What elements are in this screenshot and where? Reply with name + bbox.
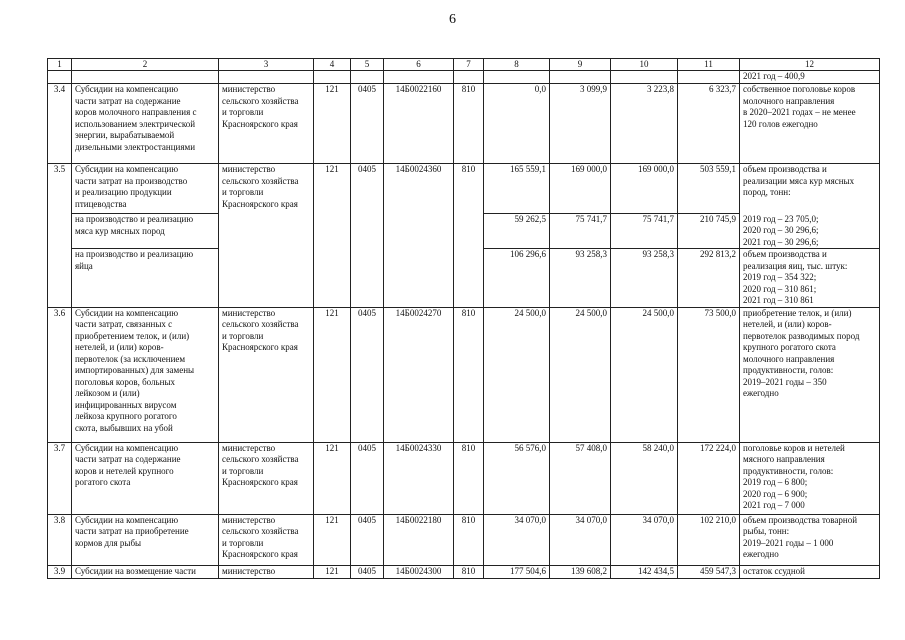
expected-result-line: ежегодно [743, 549, 779, 559]
subsidy-table [47, 58, 880, 579]
measure-name-line: на производство и реализацию [75, 214, 194, 224]
expected-result-line: 120 голов ежегодно [743, 118, 818, 129]
code-csr: 14Б0024360 [384, 164, 454, 308]
measure-name-line: лейкоза крупного рогатого [75, 411, 177, 421]
measure-name [72, 164, 219, 214]
col-header-11: 11 [678, 59, 740, 71]
expected-result-line: 2021 год – 30 296,6; [743, 236, 819, 247]
executor-org-line: Красноярского края [222, 118, 298, 129]
measure-name-line: птицеводства [75, 198, 127, 209]
col-header-1: 1 [48, 59, 72, 71]
amount-2021: 58 240,0 [611, 442, 678, 514]
expected-result-line: объем производства и [743, 164, 827, 174]
measure-name-line: скота, выбывших на убой [75, 422, 173, 433]
measure-name-line: первотелок (за исключением [75, 353, 186, 364]
executor-org-line: Красноярского края [222, 549, 298, 559]
amount-2020: 24 500,0 [550, 307, 611, 442]
expected-result [740, 164, 880, 214]
executor-org-line: и торговли [222, 330, 264, 341]
executor-org [219, 307, 314, 442]
measure-name-line: на производство и реализацию [75, 249, 194, 259]
expected-result-line: молочного направления [743, 353, 835, 364]
col-header-7: 7 [454, 59, 484, 71]
executor-org [219, 442, 314, 514]
table-row [48, 164, 880, 214]
expected-result-line: реализация яиц, тыс. штук: [743, 260, 848, 271]
measure-name-line: лейкозом и (или) [75, 388, 140, 398]
executor-org-line: и торговли [222, 187, 264, 197]
col-header-12: 12 [740, 59, 880, 71]
expected-result-line: 2021 год – 7 000 [743, 500, 805, 510]
executor-org-line: министерство [222, 84, 276, 94]
executor-org [219, 565, 314, 578]
code-rzpr: 0405 [351, 307, 384, 442]
amount-2020: 34 070,0 [550, 514, 611, 565]
measure-name-line: нетелей, и (или) коров- [75, 342, 164, 352]
executor-org-line: министерство [222, 514, 276, 525]
measure-name-line: Субсидии на возмещение части [75, 565, 196, 576]
measure-name [72, 84, 219, 164]
expected-result-line: приобретение телок, и (или) [743, 307, 852, 318]
measure-name-line: импортированных) для замены [75, 365, 195, 375]
expected-result-line: ежегодно [743, 388, 779, 398]
measure-name-line: и реализацию продукции [75, 187, 172, 197]
executor-org-line: Красноярского края [222, 477, 298, 487]
amount-2021: 142 434,5 [611, 565, 678, 578]
executor-org-line: сельского хозяйства [222, 319, 299, 329]
row-number: 3.6 [48, 307, 72, 442]
col-header-5: 5 [351, 59, 384, 71]
col-header-9: 9 [550, 59, 611, 71]
measure-name-line: поголовья коров, больных [75, 376, 175, 387]
amount-2021: 75 741,7 [611, 214, 678, 249]
amount-total: 210 745,9 [678, 214, 740, 249]
col-header-8: 8 [484, 59, 550, 71]
executor-org-line: сельского хозяйства [222, 526, 299, 536]
measure-name-line: рогатого скота [75, 477, 131, 487]
expected-result-line: крупного рогатого скота [743, 342, 836, 352]
page-number: 6 [449, 12, 456, 27]
measure-name [72, 565, 219, 578]
amount-2019: 106 296,6 [484, 249, 550, 308]
code-grbs: 121 [314, 565, 351, 578]
measure-name-line: Субсидии на компенсацию [75, 514, 179, 525]
code-grbs: 121 [314, 514, 351, 565]
expected-result-line: остаток ссудной [743, 565, 805, 576]
code-vr: 810 [454, 84, 484, 164]
code-csr: 14Б0024270 [384, 307, 454, 442]
code-rzpr: 0405 [351, 164, 384, 308]
amount-2021: 3 223,8 [611, 84, 678, 164]
table-row [48, 84, 880, 164]
measure-name-line: яйца [75, 260, 93, 271]
amount-total: 6 323,7 [678, 84, 740, 164]
expected-result [740, 442, 880, 514]
amount-2021: 169 000,0 [611, 164, 678, 214]
expected-result-line: собственное поголовье коров [743, 84, 856, 94]
code-csr: 14Б0022160 [384, 84, 454, 164]
executor-org-line: Красноярского края [222, 198, 298, 209]
expected-result-line: 2021 год – 310 861 [743, 295, 814, 305]
expected-result [740, 514, 880, 565]
expected-result-line: мясного направления [743, 454, 825, 464]
measure-name-line: дизельными электростанциями [75, 141, 196, 152]
executor-org-line: министерство [222, 164, 276, 174]
measure-name [72, 514, 219, 565]
expected-result [740, 214, 880, 249]
expected-result-line: 2020 год – 310 861; [743, 283, 817, 294]
row-number: 3.5 [48, 164, 72, 308]
expected-result-line: рыбы, тонн: [743, 526, 790, 536]
code-grbs: 121 [314, 84, 351, 164]
code-rzpr: 0405 [351, 84, 384, 164]
measure-name-line: приобретением телок, и (или) [75, 330, 190, 341]
executor-org-line: Красноярского края [222, 342, 298, 352]
table-row [48, 307, 880, 442]
col-header-3: 3 [219, 59, 314, 71]
expected-result-line: пород, тонн: [743, 187, 791, 197]
measure-name-line: энергии, вырабатываемой [75, 130, 175, 140]
amount-2021: 24 500,0 [611, 307, 678, 442]
row-number: 3.4 [48, 84, 72, 164]
measure-name-line: Субсидии на компенсацию [75, 307, 179, 318]
amount-2021: 93 258,3 [611, 249, 678, 308]
code-rzpr: 0405 [351, 565, 384, 578]
carry-over-row [48, 71, 880, 84]
table-row [48, 514, 880, 565]
measure-name [72, 214, 219, 249]
executor-org-line: и торговли [222, 537, 264, 548]
measure-name-line: Субсидии на компенсацию [75, 164, 179, 174]
carry-over-text: 2021 год – 400,9 [740, 71, 880, 84]
code-vr: 810 [454, 307, 484, 442]
measure-name-line: части затрат на содержание [75, 95, 181, 106]
code-grbs: 121 [314, 442, 351, 514]
expected-result-line: 2019–2021 годы – 1 000 [743, 537, 834, 548]
executor-org-line: министерство [222, 442, 276, 453]
expected-result-line: 2019 год – 23 705,0; [743, 213, 819, 224]
measure-name-line: коров и нетелей крупного [75, 465, 174, 476]
amount-total: 73 500,0 [678, 307, 740, 442]
table-row [48, 565, 880, 578]
executor-org-line: сельского хозяйства [222, 454, 299, 464]
measure-name-line: части затрат на производство [75, 175, 188, 186]
measure-name-line: коров молочного направления с [75, 107, 197, 117]
executor-org [219, 84, 314, 164]
executor-org-line: министерство [222, 307, 276, 318]
code-rzpr: 0405 [351, 442, 384, 514]
expected-result-line: 2019 год – 354 322; [743, 272, 817, 282]
row-number: 3.7 [48, 442, 72, 514]
amount-2020: 3 099,9 [550, 84, 611, 164]
expected-result-line: 2019 год – 6 800; [743, 477, 808, 487]
executor-org-line: сельского хозяйства [222, 175, 299, 186]
amount-total: 292 813,2 [678, 249, 740, 308]
col-header-6: 6 [384, 59, 454, 71]
expected-result [740, 249, 880, 308]
amount-total: 102 210,0 [678, 514, 740, 565]
amount-2019: 165 559,1 [484, 164, 550, 214]
expected-result-line: нетелей, и (или) коров- [743, 319, 832, 329]
code-grbs: 121 [314, 164, 351, 308]
col-header-10: 10 [611, 59, 678, 71]
code-vr: 810 [454, 514, 484, 565]
code-csr: 14Б0024330 [384, 442, 454, 514]
table-row [48, 442, 880, 514]
col-header-4: 4 [314, 59, 351, 71]
amount-2020: 169 000,0 [550, 164, 611, 214]
code-csr: 14Б0024300 [384, 565, 454, 578]
measure-name [72, 307, 219, 442]
expected-result-line: объем производства товарной [743, 514, 858, 525]
amount-2020: 75 741,7 [550, 214, 611, 249]
measure-name-line: инфицированных вирусом [75, 399, 177, 410]
row-number: 3.9 [48, 565, 72, 578]
executor-org [219, 164, 314, 308]
measure-name-line: части затрат, связанных с [75, 319, 173, 329]
code-vr: 810 [454, 565, 484, 578]
expected-result-line: в 2020–2021 годах – не менее [743, 107, 856, 117]
measure-name-line: части затрат на содержание [75, 454, 181, 464]
executor-org-line: и торговли [222, 465, 264, 476]
expected-result-line: 2020 год – 6 900; [743, 488, 808, 499]
measure-name-line: использованием электрической [75, 118, 196, 129]
expected-result [740, 565, 880, 578]
code-grbs: 121 [314, 307, 351, 442]
code-vr: 810 [454, 442, 484, 514]
code-rzpr: 0405 [351, 514, 384, 565]
expected-result-line: 2019–2021 годы – 350 [743, 376, 827, 387]
measure-name-line: части затрат на приобретение [75, 526, 189, 536]
amount-2019: 24 500,0 [484, 307, 550, 442]
code-csr: 14Б0022180 [384, 514, 454, 565]
measure-name [72, 442, 219, 514]
amount-2019: 0,0 [484, 84, 550, 164]
amount-2019: 59 262,5 [484, 214, 550, 249]
amount-2019: 56 576,0 [484, 442, 550, 514]
expected-result-line: продуктивности, голов: [743, 465, 834, 476]
code-vr: 810 [454, 164, 484, 308]
amount-total: 503 559,1 [678, 164, 740, 214]
expected-result-line: продуктивности, голов: [743, 365, 834, 375]
executor-org-line: и торговли [222, 107, 264, 117]
amount-2019: 177 504,6 [484, 565, 550, 578]
column-number-row [48, 59, 880, 71]
measure-name-line: мяса кур мясных пород [75, 225, 165, 236]
expected-result-line: поголовье коров и нетелей [743, 442, 845, 453]
expected-result [740, 84, 880, 164]
expected-result-line: объем производства и [743, 249, 827, 259]
measure-name-line: кормов для рыбы [75, 537, 142, 548]
expected-result [740, 307, 880, 442]
measure-name [72, 249, 219, 308]
executor-org [219, 514, 314, 565]
expected-result-line: реализации мяса кур мясных [743, 175, 855, 186]
amount-total: 172 224,0 [678, 442, 740, 514]
expected-result-line: 2020 год – 30 296,6; [743, 225, 819, 235]
executor-org-line: сельского хозяйства [222, 95, 299, 106]
expected-result-line: первотелок разводимых пород [743, 330, 860, 341]
expected-result-line: молочного направления [743, 95, 835, 106]
measure-name-line: Субсидии на компенсацию [75, 442, 179, 453]
measure-name-line: Субсидии на компенсацию [75, 84, 179, 94]
amount-2019: 34 070,0 [484, 514, 550, 565]
amount-2020: 139 608,2 [550, 565, 611, 578]
amount-2020: 57 408,0 [550, 442, 611, 514]
executor-org-line: министерство [222, 565, 276, 576]
amount-total: 459 547,3 [678, 565, 740, 578]
row-number: 3.8 [48, 514, 72, 565]
amount-2020: 93 258,3 [550, 249, 611, 308]
col-header-2: 2 [72, 59, 219, 71]
amount-2021: 34 070,0 [611, 514, 678, 565]
